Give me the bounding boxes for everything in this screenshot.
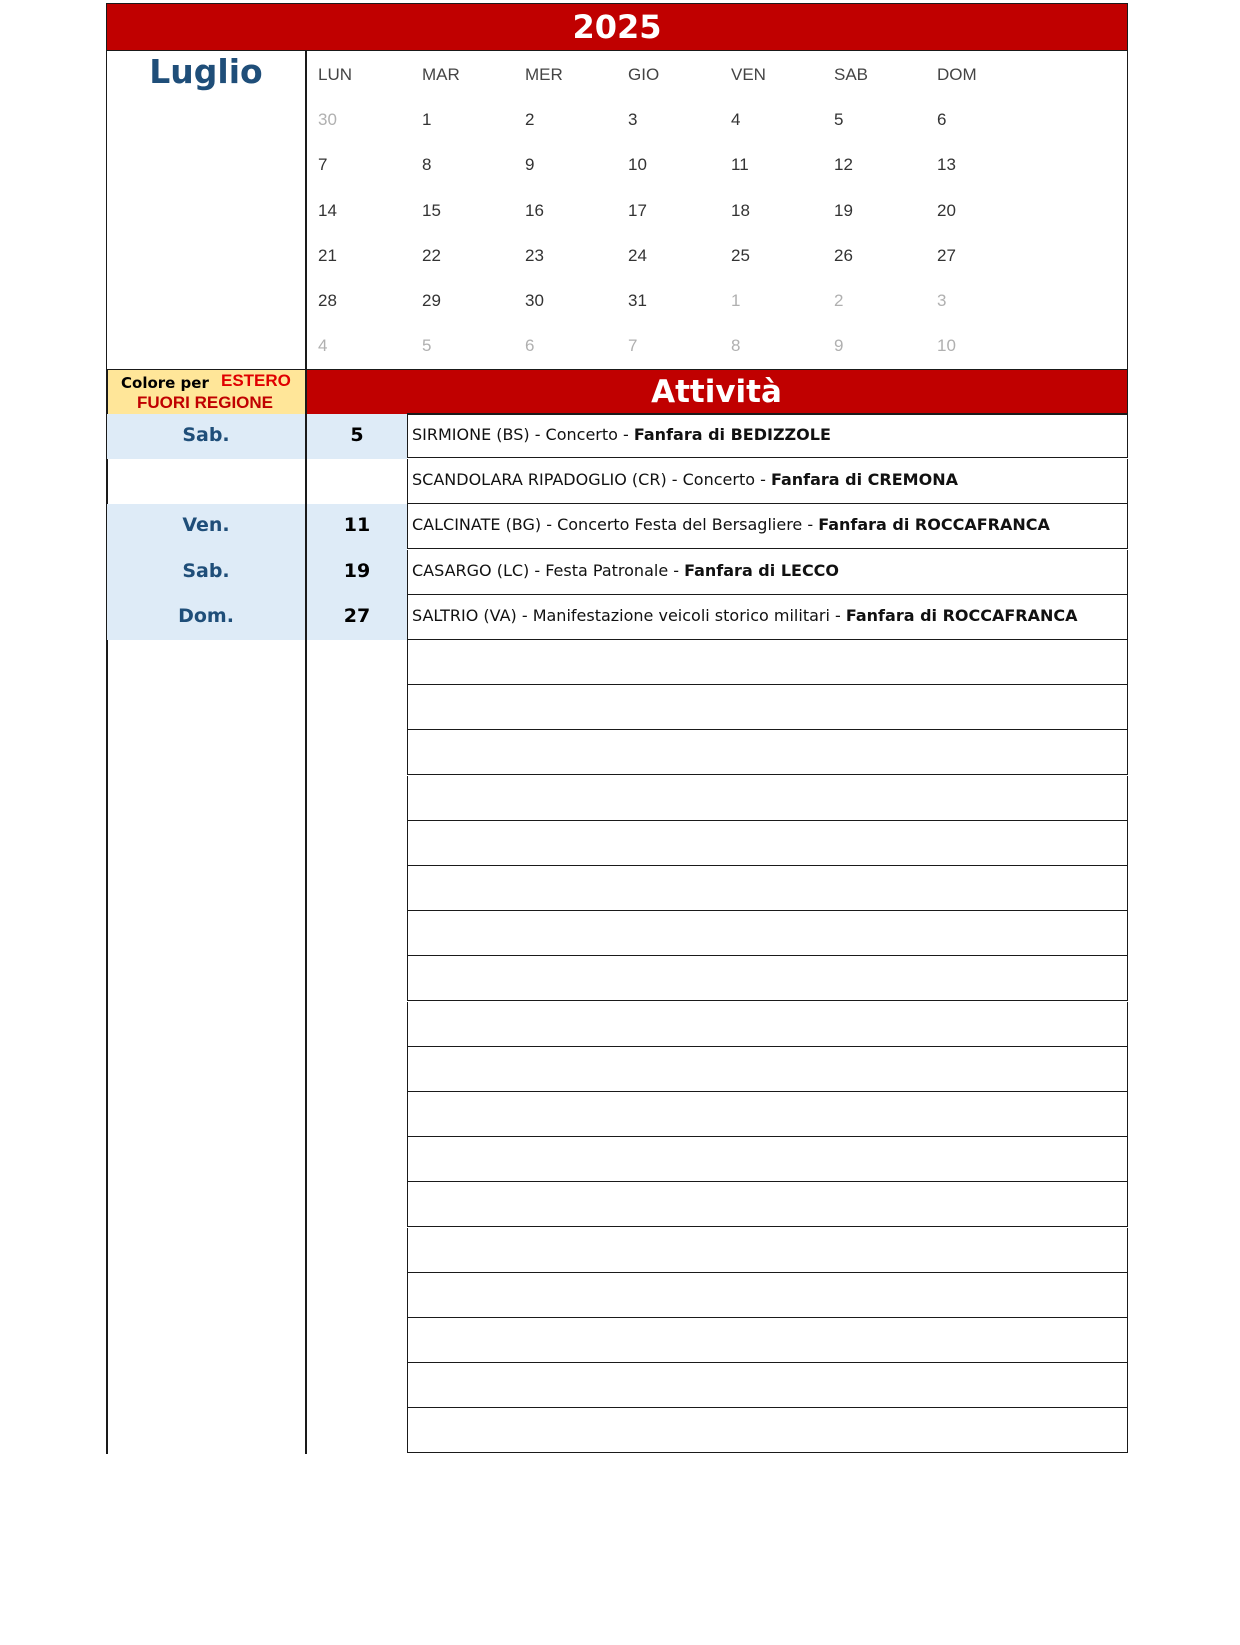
calendar-day: 23 [525,245,544,265]
calendar-day: 4 [318,336,328,356]
weekday-header-mer: MER [525,65,563,84]
calendar-day: 13 [937,155,956,175]
activity-row [407,550,1128,595]
activity-day-number: 11 [343,514,371,537]
activity-row [407,504,1128,549]
calendar-day: 20 [937,200,956,220]
calendar-day: 21 [318,245,337,265]
activity-day-number: 27 [343,604,371,627]
activity-row [407,1228,1128,1273]
calendar-day: 15 [422,200,441,220]
weekday-header-ven: VEN [731,65,766,84]
calendar-day: 12 [834,155,853,175]
activity-row [407,821,1128,866]
calendar-day: 8 [422,155,432,175]
calendar-day: 1 [422,110,432,130]
weekday-header-dom: DOM [937,65,977,84]
calendar-day: 1 [731,291,741,310]
activity-row [407,866,1128,911]
calendar-day: 31 [628,291,647,310]
calendar-day: 5 [422,336,432,356]
activity-description: CALCINATE (BG) - Concerto Festa del Bersagliere - [412,515,819,535]
activity-text [412,606,1078,625]
calendar-day: 25 [731,245,750,265]
weekday-header-gio: GIO [628,65,660,84]
activity-row [407,730,1128,775]
month-calendar-frame [106,50,1128,370]
activity-row [407,956,1128,1001]
activity-description: SIRMIONE (BS) - Concerto - [412,425,634,444]
activity-text [412,561,839,580]
legend-fuori-regione: FUORI REGIONE [137,393,274,412]
calendar-day: 11 [731,155,749,175]
activities-title: Attività [651,374,782,410]
calendar-day: 18 [731,200,750,220]
calendar-day: 10 [937,336,956,356]
year-header [106,3,1128,51]
calendar-day: 30 [525,291,544,310]
calendar-day: 29 [422,291,441,310]
activity-row [407,1408,1128,1453]
activity-row [407,1137,1128,1182]
activity-band-name: Fanfara di ROCCAFRANCA [818,515,1050,535]
calendar-day: 19 [834,200,853,220]
calendar-day: 6 [525,336,535,356]
calendar-day: 10 [628,155,647,175]
calendar-day: 7 [318,155,328,175]
year-label: 2025 [572,8,662,46]
activity-band-name: Fanfara di ROCCAFRANCA [845,605,1078,625]
calendar-day: 24 [628,245,647,265]
activity-row [407,1047,1128,1092]
activity-row [407,1363,1128,1408]
activity-row [407,595,1128,640]
calendar-day: 26 [834,245,853,265]
activity-day-name: Sab. [182,424,230,446]
calendar-day: 22 [422,245,441,265]
activity-row [407,459,1128,504]
activity-band-name: Fanfara di BEDIZZOLE [633,425,831,444]
calendar-day: 9 [834,336,844,356]
activity-description: CASARGO (LC) - Festa Patronale - [412,560,685,580]
activity-row [407,685,1128,730]
weekday-header-mar: MAR [422,65,460,84]
activities-header [305,369,1128,415]
activity-band-name: Fanfara di LECCO [684,560,840,580]
calendar-day: 9 [525,155,535,175]
activity-row [407,1182,1128,1227]
calendar-day: 6 [937,110,947,130]
calendar-day: 3 [937,291,947,310]
activity-description: SCANDOLARA RIPADOGLIO (CR) - Concerto - [412,470,771,490]
calendar-day: 27 [937,245,956,265]
activity-band-name: Fanfara di CREMONA [770,470,958,490]
calendar-day: 2 [834,291,844,310]
activity-day-number: 19 [343,559,371,582]
calendar-day: 30 [318,110,337,130]
legend-prefix: Colore per [121,374,209,392]
activity-row [407,413,1128,458]
calendar-day: 4 [731,110,741,130]
legend-estero: ESTERO [221,371,291,390]
calendar-day: 7 [628,336,638,356]
calendar-day: 8 [731,336,741,356]
activity-day-name: Ven. [182,514,230,537]
calendar-day: 16 [525,200,544,220]
activity-row [407,640,1128,685]
activity-row [407,1092,1128,1137]
weekday-header-lun: LUN [318,65,353,84]
calendar-divider [305,50,307,370]
activity-row [407,911,1128,956]
activity-row [407,776,1128,821]
month-title: Luglio [149,52,263,91]
calendar-day: 14 [318,200,337,220]
color-legend [106,369,306,415]
activity-text [412,515,1050,534]
activity-text [412,470,958,489]
weekday-header-sab: SAB [834,65,869,84]
calendar-day: 28 [318,291,337,310]
activity-day-number: 5 [350,424,364,446]
activity-description: SALTRIO (VA) - Manifestazione veicoli storico militari - [412,605,846,625]
activity-row [407,1002,1128,1047]
activity-row [407,1318,1128,1363]
activity-row [407,1273,1128,1318]
calendar-day: 5 [834,110,844,130]
calendar-day: 17 [628,200,647,220]
activity-day-name: Sab. [182,559,230,582]
activity-text [412,425,831,444]
calendar-day: 3 [628,110,638,130]
activity-day-name: Dom. [178,604,234,627]
calendar-day: 2 [525,110,535,130]
